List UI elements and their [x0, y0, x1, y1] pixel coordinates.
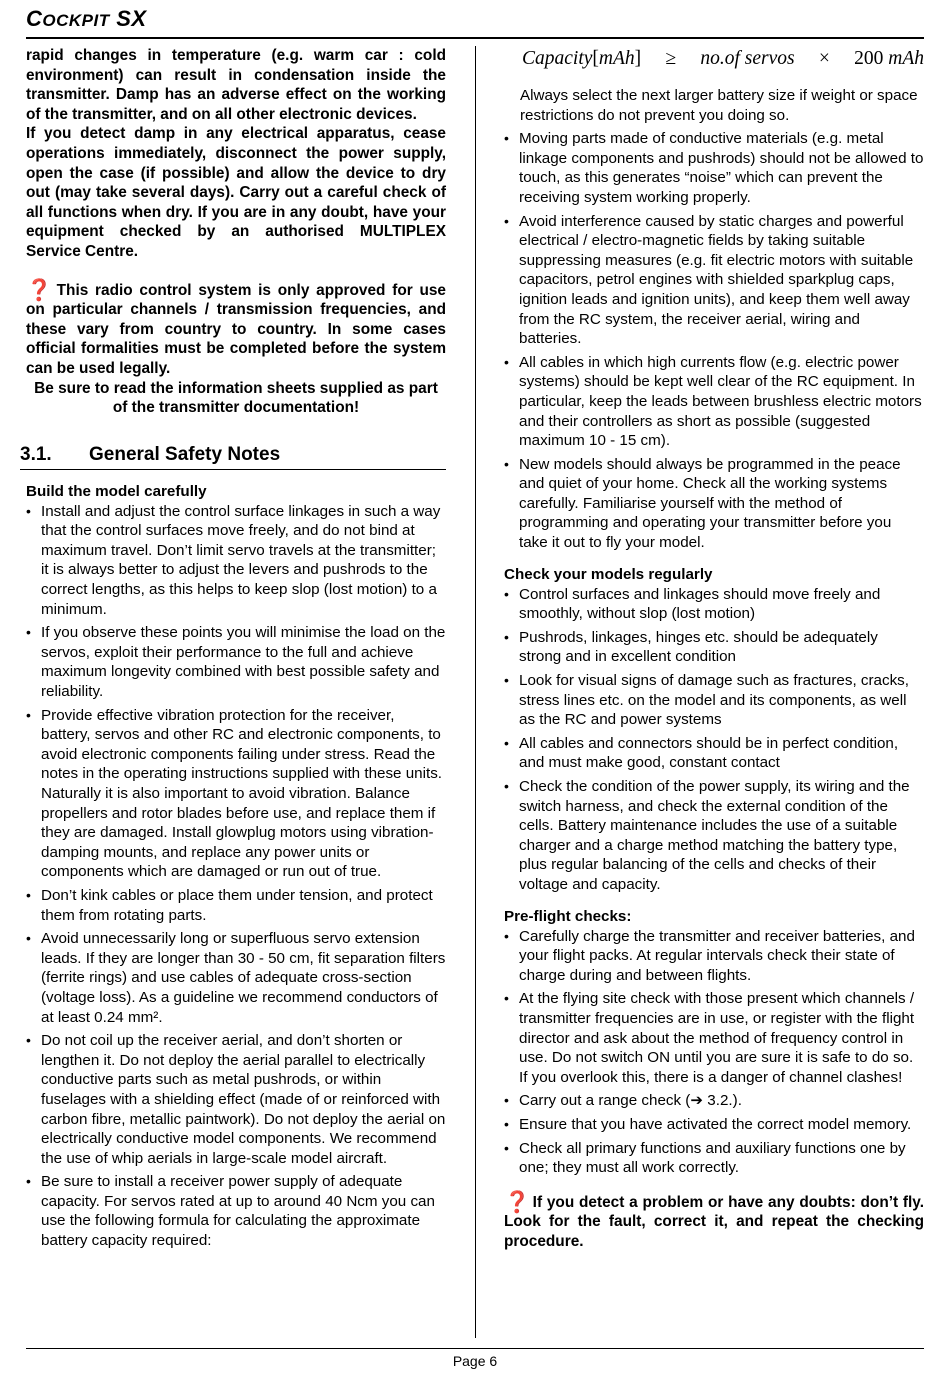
header-rule: [26, 37, 924, 39]
formula-op-geq: ≥: [665, 48, 677, 69]
list-item: • All cables and connectors should be in perfect condition, and must make good, constant contact: [504, 734, 924, 773]
section-title: General Safety Notes: [89, 443, 281, 465]
list-item: • Don’t kink cables or place them under tension, and protect them from rotating parts.: [26, 886, 446, 925]
list-item: • Carry out a range check (➔ 3.2.).: [504, 1091, 924, 1111]
formula-lhs: Capacity[mAh]: [522, 48, 642, 69]
formula-note: Always select the next larger battery size if weight or space restrictions do not prevent you doing so.: [520, 87, 918, 124]
list-item: • Avoid interference caused by static charges and powerful electrical / electro-magnetic fields by taking suitable suppressing measures (e.g. fit electric motors with suitable capacitors, petrol engines with shielded sparkplug caps, ignition leads and ignition units), and keep them well away from the RC system, the receiver aerial, wiring and batteries.: [504, 212, 924, 349]
list-item: • New models should always be programmed in the peace and quiet of your home. Check all the working systems carefully. Familiarise yourself with the method of programming and operating your transmitter before you take it out to fly your model.: [504, 455, 924, 553]
capacity-formula: [504, 46, 924, 78]
list-item: • Carefully charge the transmitter and receiver batteries, and your flight packs. At regular intervals check their state of charge during and between flights.: [504, 927, 924, 986]
formula-rhs: 200 mAh: [854, 48, 924, 69]
intro-paragraph-1: rapid changes in temperature (e.g. warm car : cold environment) can result in condensation inside the transmitter. Damp has an adverse effect on the working of the transmitter, and on all other electronic devices.: [26, 47, 446, 123]
header-title: [26, 6, 147, 32]
build-list: [26, 502, 446, 1251]
list-item: • Install and adjust the control surface linkages in such a way that the control surfaces move freely, and do not bind at maximum travel. Don’t limit servo travels at the transmitter; it is always better to adjust the levers and pushrods to the correct lengths, as this helps to keep slop (lost motion) to a minimum.: [26, 502, 446, 620]
safety-list: [504, 129, 924, 552]
list-item: • Provide effective vibration protection for the receiver, battery, servos and other RC and electronic components, to avoid electronic components failing under stress. Read the notes in the operating instructions supplied with these units. Naturally it is also important to avoid vibration. Balance propellers and rotor blades before use, and replace them if they are damaged. Install glowplug motors using vibration-damping mounts, and replace any power units or components which are damaged or run out of true.: [26, 706, 446, 882]
warning-icon: ❓: [504, 1190, 531, 1214]
check-heading: Check your models regularly: [504, 565, 713, 583]
check-list: [504, 585, 924, 895]
list-item: • Control surfaces and linkages should move freely and smoothly, without slop (lost motion): [504, 585, 924, 624]
section-number: 3.1.: [20, 443, 52, 465]
footer-rule: [26, 1348, 924, 1349]
page-number: Page 6: [452, 1353, 498, 1369]
column-divider: [475, 46, 476, 1338]
list-item: • Avoid unnecessarily long or superfluous servo extension leads. If they are longer than 30 - 50 cm, fit separation filters (ferrite rings) and use cables of adequate cross-section (voltage loss). As a guideline we recommend conductors of at least 0.24 mm².: [26, 929, 446, 1027]
list-item: • Do not coil up the receiver aerial, and don’t shorten or lengthen it. Do not deploy the aerial parallel to electrically conductive parts such as metal pushrods, or within fuselages with a shielding effect (made of or reinforced with carbon fibre, metallic paintwork). Do not deploy the aerial on electrically conductive model components. We recommend the use of whip aerials in large-scale model aircraft.: [26, 1031, 446, 1168]
notice-center-text: Be sure to read the information sheets supplied as part of the transmitter documentation!: [34, 379, 438, 417]
preflight-list: [504, 927, 924, 1178]
left-column: [20, 46, 446, 1255]
list-item: • Ensure that you have activated the correct model memory.: [504, 1115, 924, 1135]
notice-paragraph: [26, 280, 446, 379]
list-item: • Look for visual signs of damage such as fractures, cracks, stress lines etc. on the model and its components, as well as the RC and power systems: [504, 671, 924, 730]
list-item: • If you observe these points you will minimise the load on the servos, exploit their performance to the full and achieve maximum longevity combined with best possible safety and reliability.: [26, 623, 446, 701]
list-item: • Moving parts made of conductive materials (e.g. metal linkage components and pushrods) should not be allowed to touch, as this generates “noise” which can prevent the receiving system working properly.: [504, 129, 924, 207]
notice-text: This radio control system is only approved for use on particular channels / transmission frequencies, and these vary from country to country. In some cases official formalities must be completed before the system can be used legally.: [26, 281, 446, 377]
formula-mid: no.of servos: [700, 48, 795, 69]
build-heading: Build the model carefully: [26, 482, 207, 500]
final-warning-text: If you detect a problem or have any doubts: don’t fly. Look for the fault, correct it, and repeat the checking procedure.: [504, 1193, 925, 1250]
list-item: • Check the condition of the power supply, its wiring and the switch harness, and check the external condition of the cells. Battery maintenance includes the use of a suitable charger and a charge method matching the battery type, plus regular balancing of the cells and checks of their voltage and capacity.: [504, 777, 924, 895]
list-item: • Check all primary functions and auxiliary functions one by one; they must all work correctly.: [504, 1139, 924, 1178]
warning-icon: ❓: [26, 278, 55, 302]
title-rest: OCKPIT: [42, 11, 110, 30]
list-item: • All cables in which high currents flow (e.g. electric power systems) should be kept well clear of the RC equipment. In particular, keep the leads between brushless electric motors and their controllers as short as possible (suggested maximum 10 - 15 cm).: [504, 353, 924, 451]
formula-op-times: ×: [818, 48, 830, 69]
title-initial: C: [26, 6, 43, 31]
section-heading: [20, 444, 446, 470]
intro-paragraph-2: If you detect damp in any electrical apparatus, cease operations immediately, disconnect the power supply, open the case (if possible) and allow the device to dry out (may take several days). Carry out a careful check of all functions when dry. If you are in any doubt, have your equipment checked by an authorised MULTIPLEX Service Centre.: [26, 125, 446, 260]
title-model: SX: [109, 6, 147, 31]
list-item: • Be sure to install a receiver power supply of adequate capacity. For servos rated at up to around 40 Ncm you can use the following formula for calculating the approximate battery capacity required:: [26, 1172, 446, 1250]
right-column: [504, 46, 924, 1251]
preflight-heading: Pre-flight checks:: [504, 907, 632, 925]
list-item: • At the flying site check with those present which channels / transmitter frequencies are in use, or register with the flight director and ask about the method of frequency control in use. Do not switch ON until you are sure it is safe to do so. If you overlook this, there is a danger of channel clashes!: [504, 989, 924, 1087]
list-item: • Pushrods, linkages, hinges etc. should be adequately strong and in excellent condition: [504, 628, 924, 667]
final-warning: [504, 1192, 924, 1252]
